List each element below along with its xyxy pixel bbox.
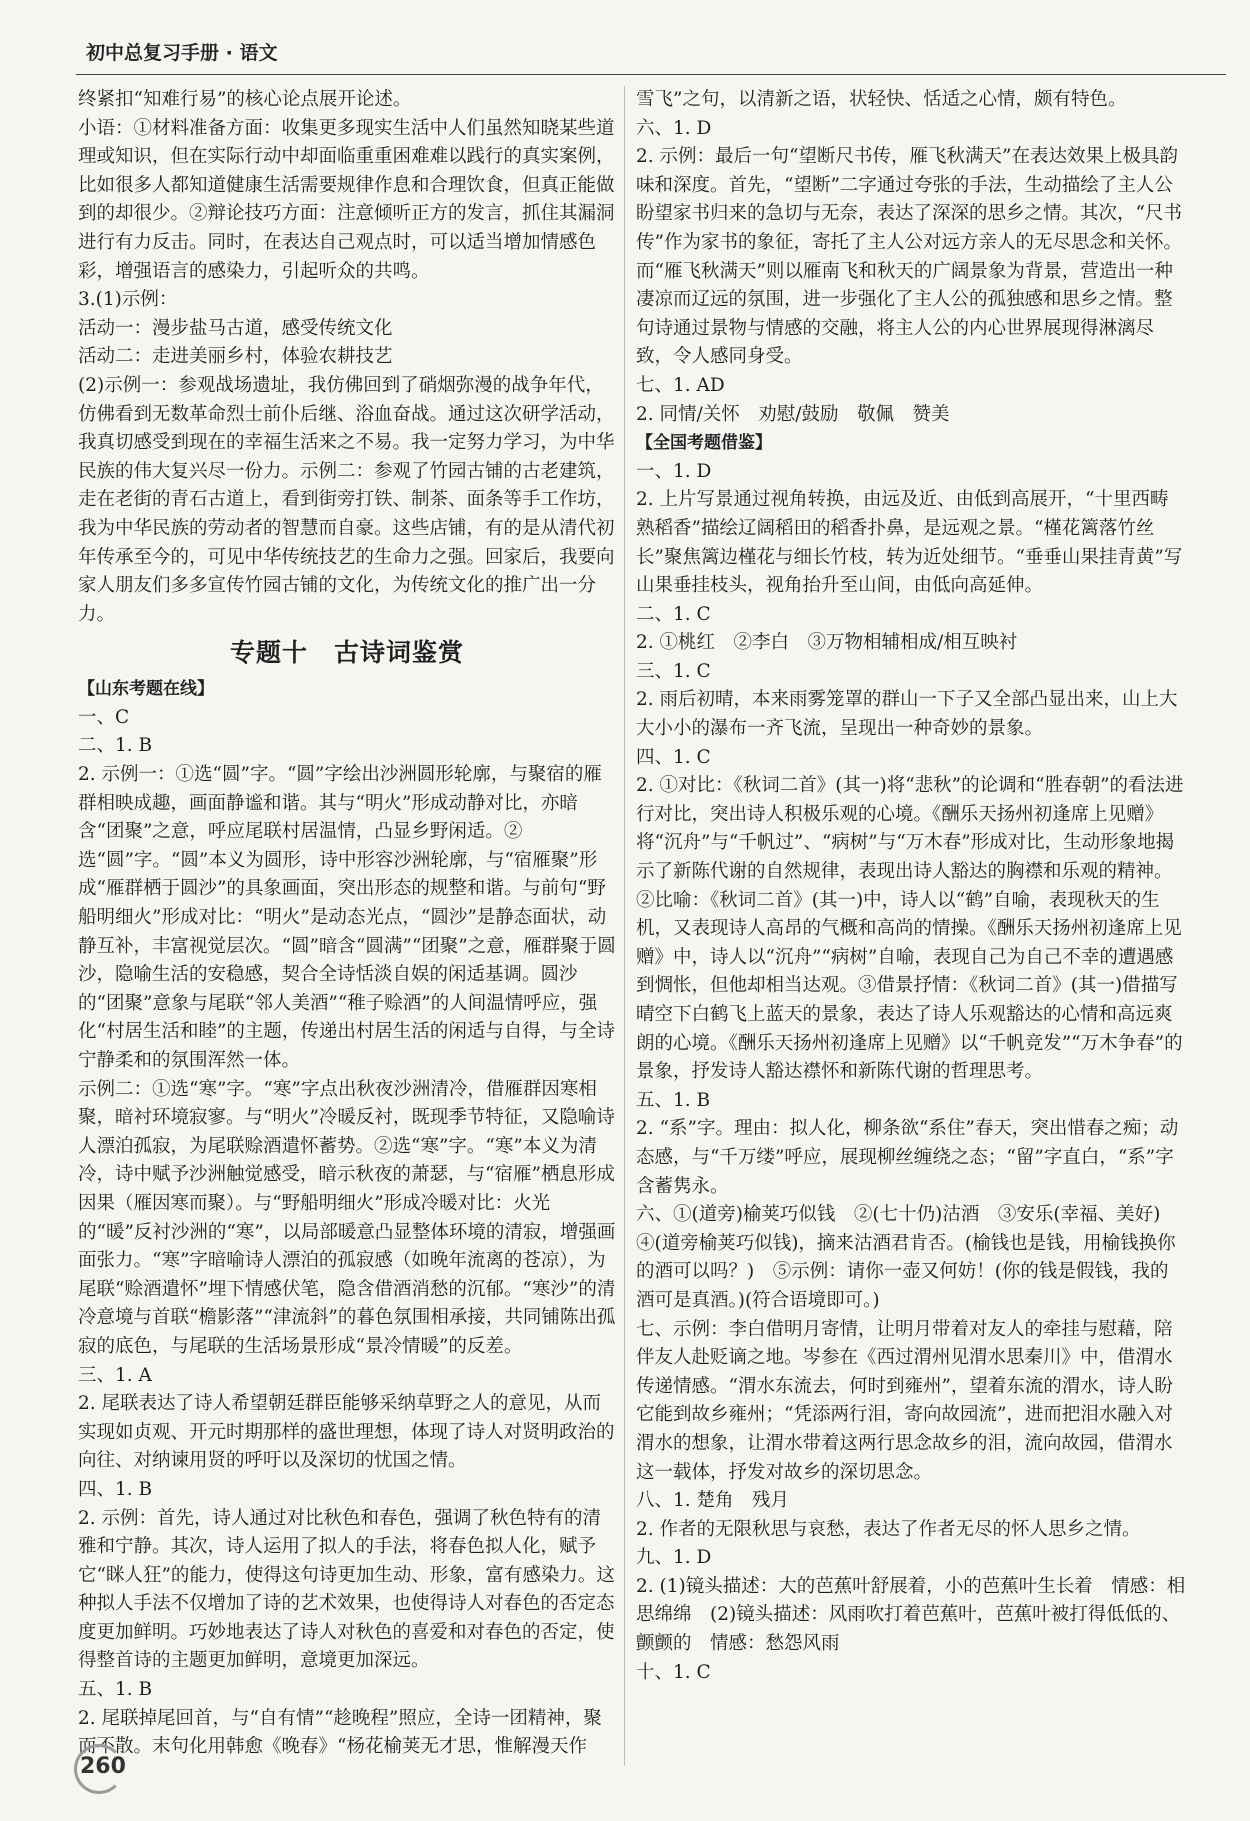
paragraph: 示例二：①选“寒”字。“寒”字点出秋夜沙洲清冷，借雁群因寒相聚，暗衬环境寂寥。与“明火”冷暖反衬，既现季节特征，又隐喻诗人漂泊孤寂，为尾联赊酒遣怀蓄势。②选“寒”字。“寒”本义为清冷，诗中赋予沙洲触觉感受，暗示秋夜的萧瑟，与“宿雁”栖息形成因果（雁因寒而聚）。与“野船明细火”形成冷暖对比：火光的“暖”反衬沙洲的“寒”，以局部暖意凸显整体环境的清寂，增强画面张力。“寒”字暗喻诗人漂泊的孤寂感（如晚年流离的苍凉），为尾联“赊酒遣怀”埋下情感伏笔，隐含借酒消愁的沉郁。“寒沙”的清冷意境与首联“檐影落”“津流斜”的暮色氛围相承接，共同铺陈出孤寂的底色，与尾联的生活场景形成“景冷情暖”的反差。 [78, 1078, 616, 1357]
paragraph: 七、示例：李白借明月寄情，让明月带着对友人的牵挂与慰藉，陪伴友人赴贬谪之地。岑参在《西过渭州见渭水思秦川》中，借渭水传递情感。“渭水东流去，何时到雍州”，望着东流的渭水，诗人盼它能到故乡雍州；“凭添两行泪，寄向故园流”，进而把泪水融入对渭水的想象，让渭水带着这两行思念故乡的泪，流向故园，借渭水这一载体，抒发对故乡的深切思念。 [636, 1318, 1173, 1483]
paragraph: 2. 雨后初晴，本来雨雾笼罩的群山一下子又全部凸显出来，山上大大小小的瀑布一齐飞流，呈现出一种奇妙的景象。 [636, 689, 1178, 740]
paragraph: 2. 示例一：①选“圆”字。“圆”字绘出沙洲圆形轮廓，与聚宿的雁群相映成趣，画面静谧和谐。其与“明火”形成动静对比，亦暗含“团聚”之意，呼应尾联村居温情，凸显乡野闲适。②选“圆”字。“圆”本义为圆形，诗中形容沙洲轮廓，与“宿雁聚”形成“雁群栖于圆沙”的具象画面，突出形态的规整和谐。与前句“野船明细火”形成对比：“明火”是动态光点，“圆沙”是静态面状，动静互补，丰富视觉层次。“圆”暗含“圆满”“团聚”之意，雁群聚于圆沙，隐喻生活的安稳感，契合全诗恬淡自娱的闲适基调。圆沙的“团聚”意象与尾联“邻人美酒”“稚子赊酒”的人间温情呼应，强化“村居生活和睦”的主题，传递出村居生活的闲适与自得，与全诗宁静柔和的氛围浑然一体。 [78, 764, 616, 1071]
paragraph: 二、1. C [636, 603, 711, 625]
column-divider [624, 86, 625, 1766]
paragraph: 八、1. 楚角 残月 [636, 1490, 790, 1512]
paragraph: 六、1. D [636, 117, 712, 139]
paragraph: 2. 上片写景通过视角转换，由远及近、由低到高展开，“十里西畴熟稻香”描绘辽阔稻田的稻香扑鼻，是远观之景。“槿花篱落竹丝长”聚焦篱边槿花与细长竹枝，转为近处细节。“垂垂山果挂青黄”写山果垂挂枝头，视角抬升至山间，由低向高延伸。 [636, 489, 1183, 597]
paragraph: 2. 作者的无限秋思与哀愁，表达了作者无尽的怀人思乡之情。 [636, 1518, 1141, 1540]
paragraph: 三、1. A [78, 1364, 152, 1386]
paragraph: 十、1. C [636, 1661, 711, 1683]
paragraph: 六、①(道旁)榆荚巧似钱 ②(七十仍)沽酒 ③安乐(幸福、美好) ④(道旁榆荚巧似钱)，摘来沽酒君肯否。(榆钱也是钱，用榆钱换你的酒可以吗？) ⑤示例：请你一壶又何妨！(你的钱是假钱，我的酒可是真酒。)(符合语境即可。) [636, 1204, 1179, 1311]
paragraph: 一、1. D [636, 460, 712, 482]
paragraph: 2. 尾联表达了诗人希望朝廷群臣能够采纳草野之人的意见，从而实现如贞观、开元时期那样的盛世理想，体现了诗人对贤明政治的向往、对纳谏用贤的呼吁以及深切的忧国之情。 [78, 1393, 615, 1472]
paragraph: 三、1. C [636, 660, 711, 682]
paragraph: 3.(1)示例： [78, 289, 178, 311]
paragraph: 七、1. AD [636, 374, 725, 396]
paragraph: 2. (1)镜头描述：大的芭蕉叶舒展着，小的芭蕉叶生长着 情感：相思绵绵 (2)镜头描述：风雨吹打着芭蕉叶，芭蕉叶被打得低低的、颤颤的 情感：愁怨风雨 [636, 1575, 1186, 1655]
right-column [636, 86, 1186, 1736]
page-number-badge [74, 1744, 136, 1794]
paragraph: 2. 同情/关怀 劝慰/鼓励 敬佩 赞美 [636, 403, 950, 425]
sub-heading: 【全国考题借鉴】 [636, 433, 772, 454]
paragraph: 2. 尾联掉尾回首，与“自有情”“趁晚程”照应，全诗一团精神，聚而不散。末句化用韩愈《晚春》“杨花榆荚无才思，惟解漫天作 [78, 1707, 602, 1758]
paragraph: (2)示例一：参观战场遗址，我仿佛回到了硝烟弥漫的战争年代，仿佛看到无数革命烈士前仆后继、浴血奋战。通过这次研学活动，我真切感受到现在的幸福生活来之不易。我一定努力学习，为中华民族的伟大复兴尽一份力。示例二：参观了竹园古铺的古老建筑，走在老街的青石古道上，看到街旁打铁、制茶、面条等手工作坊，我为中华民族的劳动者的智慧而自豪。这些店铺，有的是从清代初年传承至今的，可见中华传统技艺的生命力之强。回家后，我要向家人朋友们多多宣传竹园古铺的文化，为传统文化的推广出一分力。 [78, 374, 615, 625]
paragraph: 2. ①桃红 ②李白 ③万物相辅相成/相互映衬 [636, 632, 1018, 654]
paragraph: 2. 示例：最后一句“望断尺书传，雁飞秋满天”在表达效果上极具韵味和深度。首先，“望断”二字通过夸张的手法，生动描绘了主人公盼望家书归来的急切与无奈，表达了深深的思乡之情。其次，“尺书传”作为家书的象征，寄托了主人公对远方亲人的无尽思念和关怀。而“雁飞秋满天”则以雁南飞和秋天的广阔景象为背景，营造出一种凄凉而辽远的氛围，进一步强化了主人公的孤独感和思乡之情。整句诗通过景物与情感的交融，将主人公的内心世界展现得淋漓尽致，令人感同身受。 [636, 146, 1182, 368]
paragraph: 活动一：漫步盐马古道，感受传统文化 [78, 317, 393, 339]
paragraph: 二、1. B [78, 735, 153, 757]
paragraph: 一、C [78, 706, 130, 728]
paragraph: 2. 示例：首先，诗人通过对比秋色和春色，强调了秋色特有的清雅和宁静。其次，诗人运用了拟人的手法，将春色拟人化，赋予它“眯人狂”的能力，使得这句诗更加生动、形象，富有感染力。这种拟人手法不仅增加了诗的艺术效果，也使得诗人对春色的否定态度更加鲜明。巧妙地表达了诗人对秋色的喜爱和对春色的否定，使得整首诗的主题更加鲜明，意境更加深远。 [78, 1507, 615, 1672]
paragraph: 四、1. C [636, 746, 711, 768]
paragraph: 九、1. D [636, 1547, 712, 1569]
paragraph: 五、1. B [78, 1679, 153, 1701]
sub-heading: 【山东考题在线】 [78, 679, 214, 700]
book-title: 初中总复习手册 · 语文 [86, 42, 278, 64]
paragraph: 小语：①材料准备方面：收集更多现实生活中人们虽然知晓某些道理或知识，但在实际行动中却面临重重困难难以践行的真实案例，比如很多人都知道健康生活需要规律作息和合理饮食，但真正能做到的却很少。②辩论技巧方面：注意倾听正方的发言，抓住其漏洞进行有力反击。同时，在表达自己观点时，可以适当增加情感色彩，增强语言的感染力，引起听众的共鸣。 [78, 117, 615, 282]
page-number: 260 [80, 1754, 126, 1779]
paragraph: 2. ①对比：《秋词二首》(其一)将“悲秋”的论调和“胜春朝”的看法进行对比，突出诗人积极乐观的心境。《酬乐天扬州初逢席上见赠》将“沉舟”与“千帆过”、“病树”与“万木春”形成对比，生动形象地揭示了新陈代谢的自然规律，表现出诗人豁达的胸襟和乐观的精神。②比喻：《秋词二首》(其一)中，诗人以“鹤”自喻，表现秋天的生机，又表现诗人高昂的气概和高尚的情操。《酬乐天扬州初逢席上见赠》中，诗人以“沉舟”“病树”自喻，表现自己为自己不幸的遭遇感到惆怅，但他却相当达观。③借景抒情：《秋词二首》(其一)借描写晴空下白鹤飞上蓝天的景象，表达了诗人乐观豁达的心情和高远爽朗的心境。《酬乐天扬州初逢席上见赠》以“千帆竞发”“万木争春”的景象，抒发诗人豁达襟怀和新陈代谢的哲理思考。 [636, 775, 1184, 1083]
paragraph: 2. “系”字。理由：拟人化，柳条欲“系住”春天，突出惜春之痴；动态感，与“千万缕”呼应，展现柳丝缠绕之态；“留”字直白，“系”字含蓄隽永。 [636, 1118, 1179, 1197]
paragraph: 终紧扣“知难行易”的核心论点展开论述。 [78, 89, 412, 110]
left-column [78, 86, 616, 1758]
page-header [76, 34, 1226, 75]
paragraph: 活动二：走进美丽乡村，体验农耕技艺 [78, 346, 393, 368]
section-title: 专题十 古诗词鉴赏 [229, 638, 464, 668]
paragraph: 雪飞”之句，以清新之语，状轻快、恬适之心情，颇有特色。 [636, 89, 1127, 110]
paragraph: 五、1. B [636, 1089, 711, 1111]
paragraph: 四、1. B [78, 1478, 153, 1500]
